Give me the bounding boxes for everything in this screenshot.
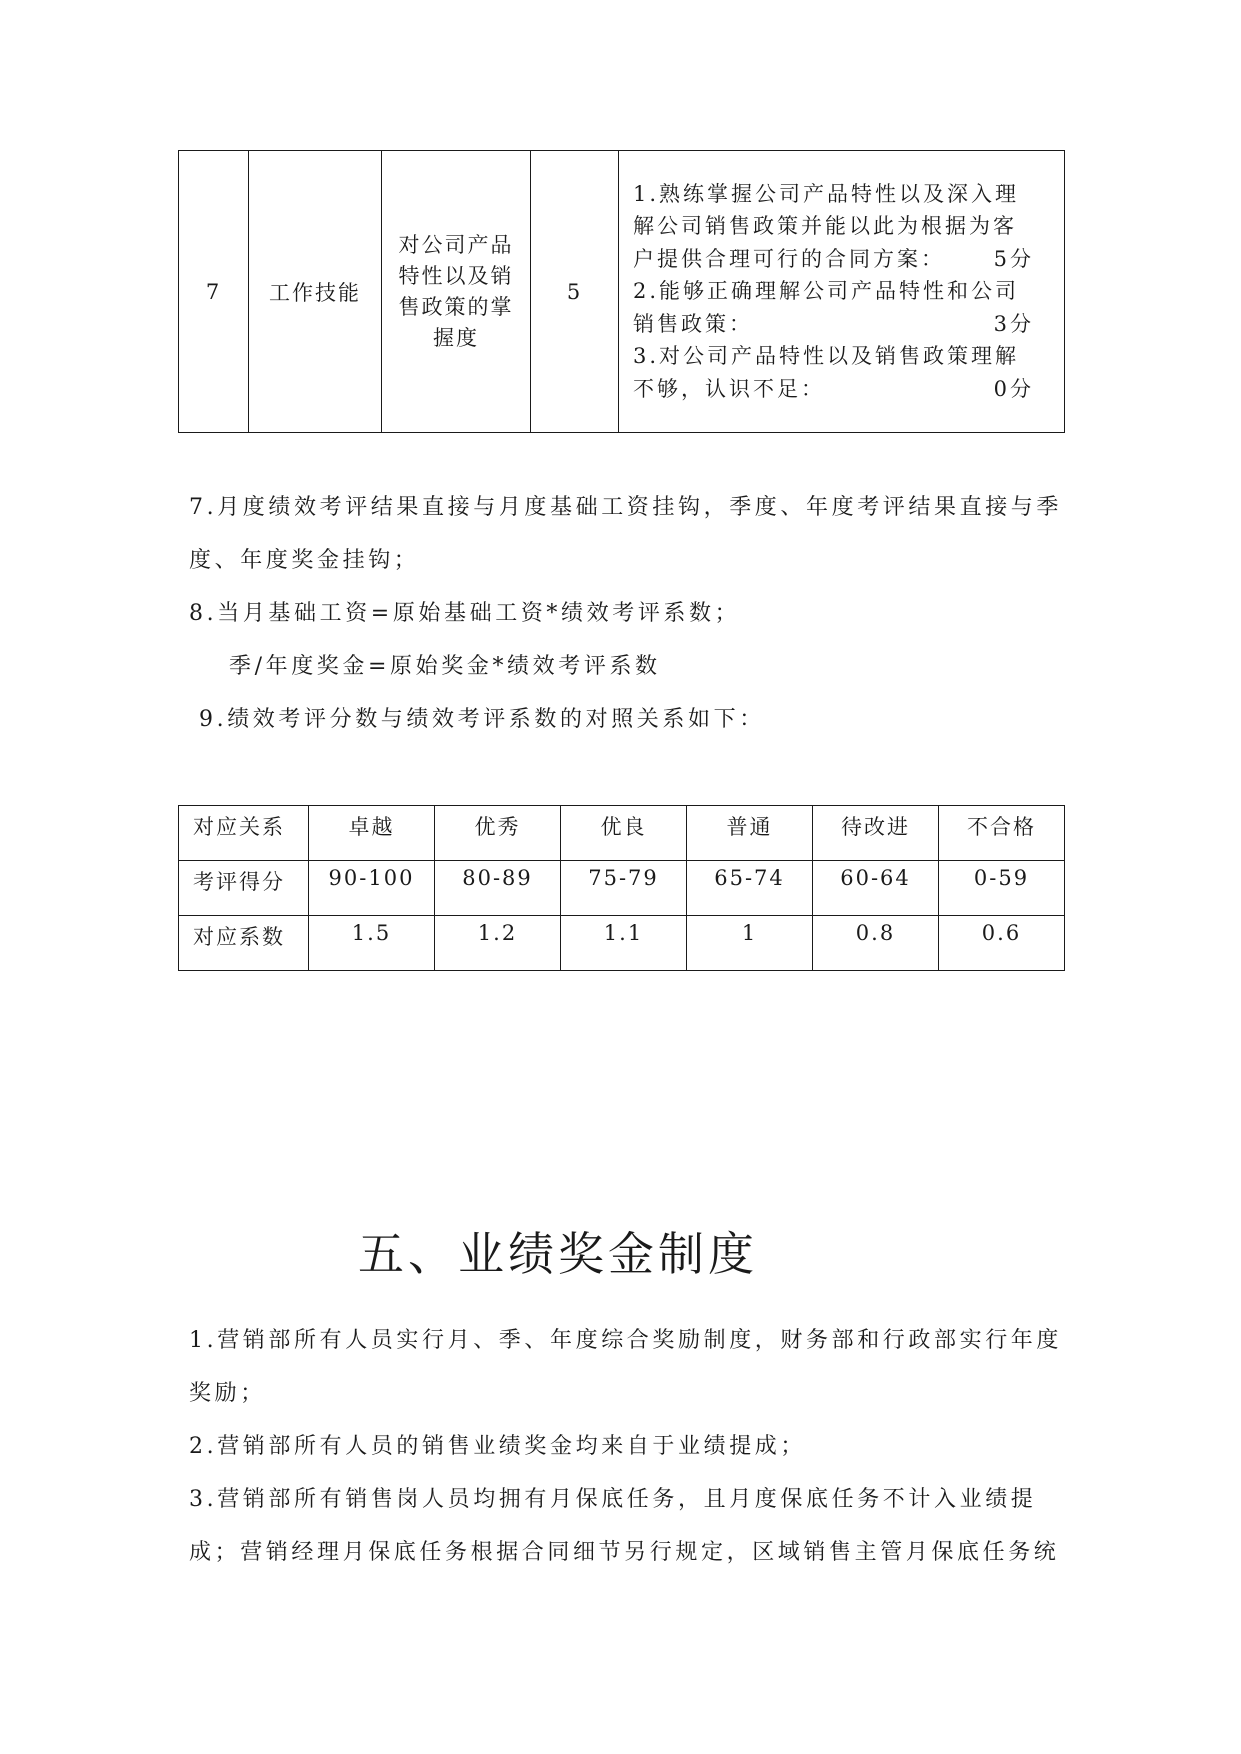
- criteria-row: [179, 151, 1065, 433]
- rule-line: 不够，认识不足： 0分: [633, 376, 1034, 401]
- paragraph-9: 9.绩效考评分数与绩效考评系数的对照关系如下：: [199, 707, 765, 732]
- criteria-score: 5: [531, 151, 619, 433]
- table-cell: 65-74: [687, 861, 813, 916]
- rule-line: 2.能够正确理解公司产品特性和公司: [633, 279, 1020, 304]
- table-cell: 普通: [687, 806, 813, 861]
- section-paragraph-2: 2.营销部所有人员的销售业绩奖金均来自于业绩提成；: [189, 1434, 806, 1459]
- rule-line: 户提供合理可行的合同方案： 5分: [633, 246, 1034, 271]
- table-cell: 优秀: [435, 806, 561, 861]
- criteria-rules: [619, 151, 1065, 433]
- rule-line: 销售政策： 3分: [633, 311, 1034, 336]
- paragraph-8-line-1: 8.当月基础工资=原始基础工资*绩效考评系数；: [189, 601, 741, 626]
- score-table-coefficients-row: [179, 916, 1065, 971]
- table-cell: 优良: [561, 806, 687, 861]
- table-cell: 卓越: [309, 806, 435, 861]
- paragraph-7-line-2: 度、年度奖金挂钩；: [189, 548, 420, 573]
- table-cell: 1.5: [309, 916, 435, 971]
- table-cell: 1.2: [435, 916, 561, 971]
- table-cell: 90-100: [309, 861, 435, 916]
- rule-line: 3.对公司产品特性以及销售政策理解: [633, 344, 1020, 369]
- section-paragraph-1-line-2: 奖励；: [189, 1381, 266, 1406]
- table-cell: 0.6: [939, 916, 1065, 971]
- table-cell: 0-59: [939, 861, 1065, 916]
- criteria-index: 7: [179, 151, 249, 433]
- table-cell: 待改进: [813, 806, 939, 861]
- table-cell: 对应系数: [179, 916, 309, 971]
- table-cell: 75-79: [561, 861, 687, 916]
- table-cell: 不合格: [939, 806, 1065, 861]
- paragraph-7-line-1: 7.月度绩效考评结果直接与月度基础工资挂钩，季度、年度考评结果直接与季: [189, 495, 1062, 520]
- paragraph-8-line-2: 季/年度奖金=原始奖金*绩效考评系数: [229, 654, 661, 679]
- table-cell: 0.8: [813, 916, 939, 971]
- section-title: 五、业绩奖金制度: [358, 1227, 758, 1281]
- criteria-item: 对公司产品 特性以及销 售政策的掌 握度: [382, 151, 531, 433]
- section-paragraph-3-line-2: 成；营销经理月保底任务根据合同细节另行规定，区域销售主管月保底任务统: [189, 1540, 1060, 1565]
- criteria-table: [178, 150, 1065, 433]
- table-cell: 考评得分: [179, 861, 309, 916]
- score-table: [178, 805, 1065, 971]
- rule-line: 解公司销售政策并能以此为根据为客: [633, 214, 1017, 239]
- table-cell: 80-89: [435, 861, 561, 916]
- score-table-scores-row: [179, 861, 1065, 916]
- section-paragraph-3-line-1: 3.营销部所有销售岗人员均拥有月保底任务，且月度保底任务不计入业绩提: [189, 1487, 1037, 1512]
- section-paragraph-1-line-1: 1.营销部所有人员实行月、季、年度综合奖励制度，财务部和行政部实行年度: [189, 1328, 1062, 1353]
- table-cell: 1: [687, 916, 813, 971]
- table-cell: 60-64: [813, 861, 939, 916]
- table-cell: 1.1: [561, 916, 687, 971]
- table-cell: 对应关系: [179, 806, 309, 861]
- rule-line: 1.熟练掌握公司产品特性以及深入理: [633, 181, 1020, 206]
- criteria-category: 工作技能: [249, 151, 382, 433]
- score-table-header-row: [179, 806, 1065, 861]
